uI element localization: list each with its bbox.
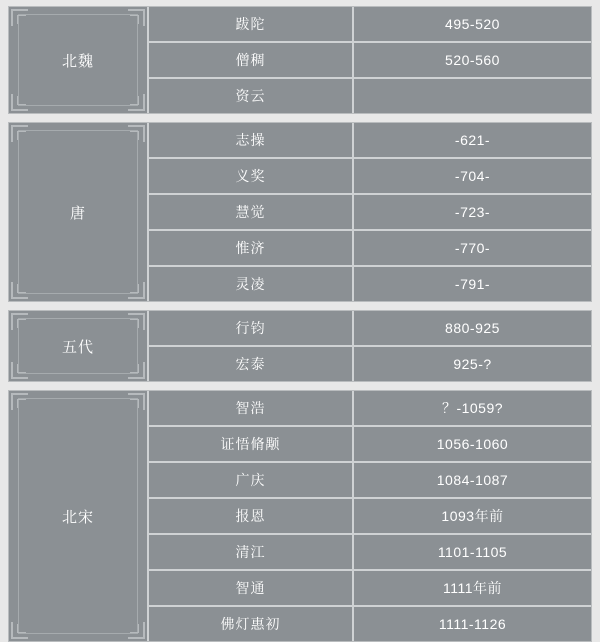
corner-ornament-icon [128,622,145,639]
rows-group [149,7,591,113]
rows-group [149,311,591,381]
abbot-name-cell: 广庆 [149,463,354,497]
abbot-name-cell: 行钧 [149,311,354,345]
tenure-years-cell: 520-560 [445,52,500,68]
tenure-years-cell: 1093年前 [441,508,504,524]
table-row [149,43,591,79]
tenure-years-cell: ？-1059? [441,400,504,416]
dynasty-label: 北宋 [61,508,94,526]
tenure-years-cell: 880-925 [445,320,500,336]
corner-ornament-icon [128,313,145,330]
tenure-years-cell: 1056-1060 [436,436,509,452]
corner-ornament-icon [11,282,28,299]
table-row [149,607,591,641]
abbot-name-cell: 报恩 [149,499,354,533]
rows-group [149,123,591,301]
table-body [8,6,592,642]
corner-ornament-icon [11,393,28,410]
abbot-name-cell: 志操 [149,123,354,157]
dynasty-name-cell [9,123,149,301]
table-row [149,195,591,231]
table-row [149,159,591,195]
table-row [149,231,591,267]
dynasty-label: 唐 [69,204,86,222]
tenure-years-cell [354,79,591,113]
dynasty-block [8,6,592,114]
tenure-years-cell: 1101-1105 [437,544,508,560]
tenure-years-cell: -791- [454,276,491,292]
abbot-name-cell: 证悟脩颙 [149,427,354,461]
tenure-years-cell: -770- [454,240,491,256]
dynasty-block [8,122,592,302]
tenure-years-cell: 1111年前 [442,580,503,596]
corner-ornament-icon [128,125,145,142]
table-row [149,463,591,499]
dynasty-name-cell [9,7,149,113]
table-row [149,267,591,301]
abbot-name-cell: 僧稠 [149,43,354,77]
dynasty-name-cell [9,311,149,381]
corner-ornament-icon [128,94,145,111]
table-row [149,427,591,463]
corner-ornament-icon [11,362,28,379]
tenure-years-cell: -704- [454,168,491,184]
dynasty-block [8,390,592,642]
dynasty-label: 北魏 [61,52,94,70]
table-row [149,391,591,427]
corner-ornament-icon [128,393,145,410]
corner-ornament-icon [11,622,28,639]
abbot-name-cell: 清江 [149,535,354,569]
corner-ornament-icon [11,94,28,111]
corner-ornament-icon [11,313,28,330]
tenure-years-cell: 1111-1126 [438,616,507,632]
corner-ornament-icon [11,125,28,142]
abbot-name-cell: 跋陀 [149,7,354,41]
dynasty-label: 五代 [61,338,94,356]
table-row [149,571,591,607]
abbot-name-cell: 惟济 [149,231,354,265]
table-row [149,499,591,535]
corner-ornament-icon [128,282,145,299]
dynasty-name-cell [9,391,149,641]
tenure-years-cell: 925-? [453,356,492,372]
dynasty-block [8,310,592,382]
table-row [149,535,591,571]
tenure-years-cell: -621- [454,132,491,148]
corner-ornament-icon [11,9,28,26]
abbot-name-cell: 义奖 [149,159,354,193]
table-row [149,123,591,159]
corner-ornament-icon [128,362,145,379]
table-row [149,311,591,347]
tenure-years-cell: 495-520 [445,16,500,32]
abbot-name-cell: 慧觉 [149,195,354,229]
corner-ornament-icon [128,9,145,26]
abbot-name-cell: 佛灯惠初 [149,607,354,641]
abbot-name-cell: 宏泰 [149,347,354,381]
abbot-name-cell: 智浩 [149,391,354,425]
abbot-name-cell: 智通 [149,571,354,605]
table-row [149,79,591,113]
tenure-years-cell: -723- [454,204,491,220]
abbot-name-cell: 灵凌 [149,267,354,301]
abbot-name-cell: 资云 [149,79,354,113]
rows-group [149,391,591,641]
table-row [149,7,591,43]
table-row [149,347,591,381]
tenure-years-cell: 1084-1087 [436,472,509,488]
